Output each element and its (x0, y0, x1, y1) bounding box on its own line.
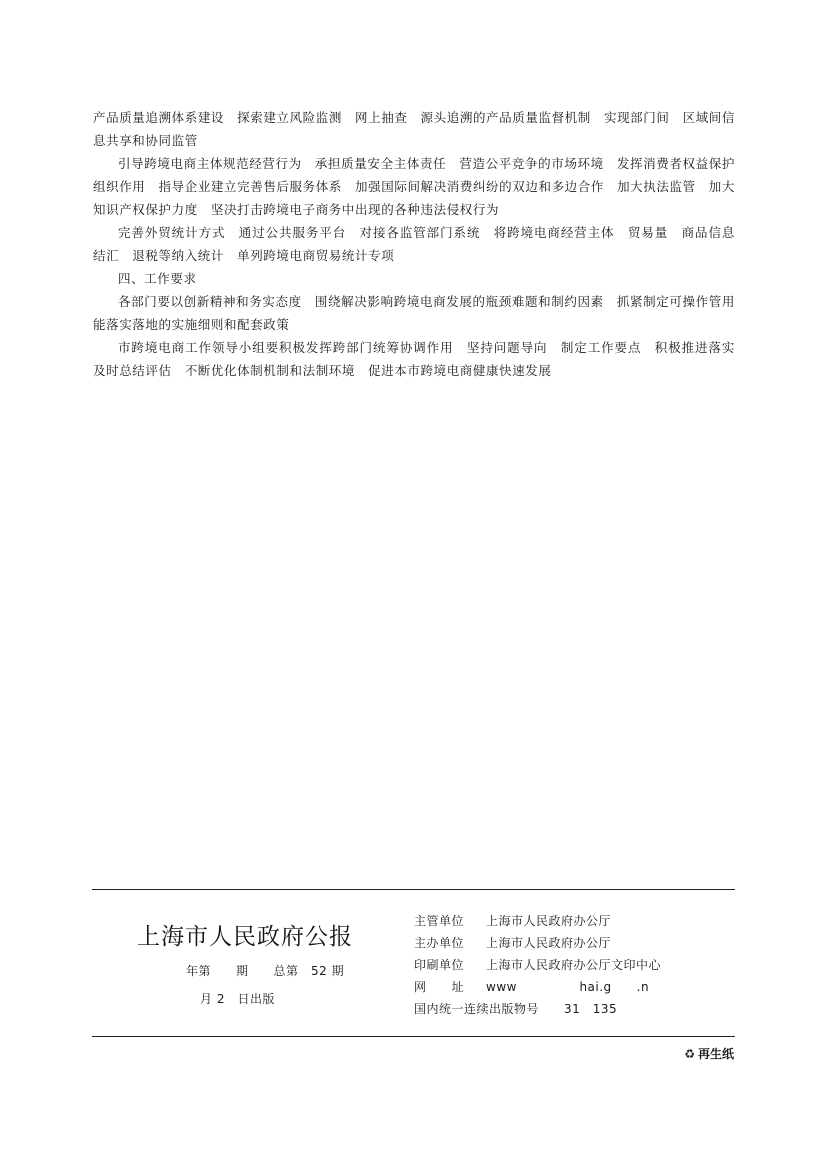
info-value: www hai.g .n (486, 980, 650, 994)
section-heading: 四、工作要求 (118, 271, 197, 286)
info-label: 国内统一连续出版物号 (414, 1002, 540, 1016)
paragraph-4: 各部门要以创新精神和务实态度 围绕解决影响跨境电商发展的瓶颈难题和制约因素 抓紧制定可操作管用 能落实落地的实施细则和配套政策 (93, 294, 749, 332)
info-value: 上海市人民政府办公厅 (486, 936, 612, 950)
footer-top-divider (92, 889, 735, 890)
info-label: 网 址 (414, 980, 465, 994)
info-row-serial-number (414, 998, 661, 1020)
recycled-paper-label: 再生纸 (697, 1047, 734, 1061)
publication-date: 月 2 日出版 (200, 992, 275, 1006)
info-row-website (414, 976, 661, 998)
info-value: 上海市人民政府办公厅文印中心 (486, 958, 662, 972)
publication-info (414, 910, 661, 1020)
footer-bottom-divider (92, 1036, 735, 1037)
body-text (93, 106, 749, 382)
paragraph-3: 完善外贸统计方式 通过公共服务平台 对接各监管部门系统 将跨境电商经营主体 贸易量 商品信息 结汇 退税等纳入统计 单列跨境电商贸易统计专项 (93, 225, 749, 263)
info-row-supervisor (414, 910, 661, 932)
recycle-icon: ♻ (684, 1046, 695, 1061)
info-label: 印刷单位 (414, 958, 465, 972)
paragraph-5: 市跨境电商工作领导小组要积极发挥跨部门统筹协调作用 坚持问题导向 制定工作要点 积极推进落实 及时总结评估 不断优化体制机制和法制环境 促进本市跨境电商健康快速发展 (93, 340, 749, 378)
masthead-title: 上海市人民政府公报 (137, 924, 353, 950)
info-value: 31 135 (564, 1002, 618, 1016)
info-label: 主管单位 (414, 914, 465, 928)
paragraph-1: 产品质量追溯体系建设 探索建立风险监测 网上抽查 源头追溯的产品质量监督机制 实现部门间 区域间信息共享和协同监管 (93, 110, 735, 148)
issue-number: 年第 期 总第 52 期 (186, 964, 345, 978)
paragraph-2: 引导跨境电商主体规范经营行为 承担质量安全主体责任 营造公平竞争的市场环境 发挥消费者权益保护组织作用 指导企业建立完善售后服务体系 加强国际间解决消费纠纷的双边和多边合作 加大执法监管 加大知识产权保护力度 坚决打击跨境电子商务中出现的各种违法侵权行为 (93, 156, 735, 217)
recycled-paper-mark (684, 1045, 734, 1062)
info-value: 上海市人民政府办公厅 (486, 914, 612, 928)
info-row-sponsor (414, 932, 661, 954)
info-row-printer (414, 954, 661, 976)
info-label: 主办单位 (414, 936, 465, 950)
